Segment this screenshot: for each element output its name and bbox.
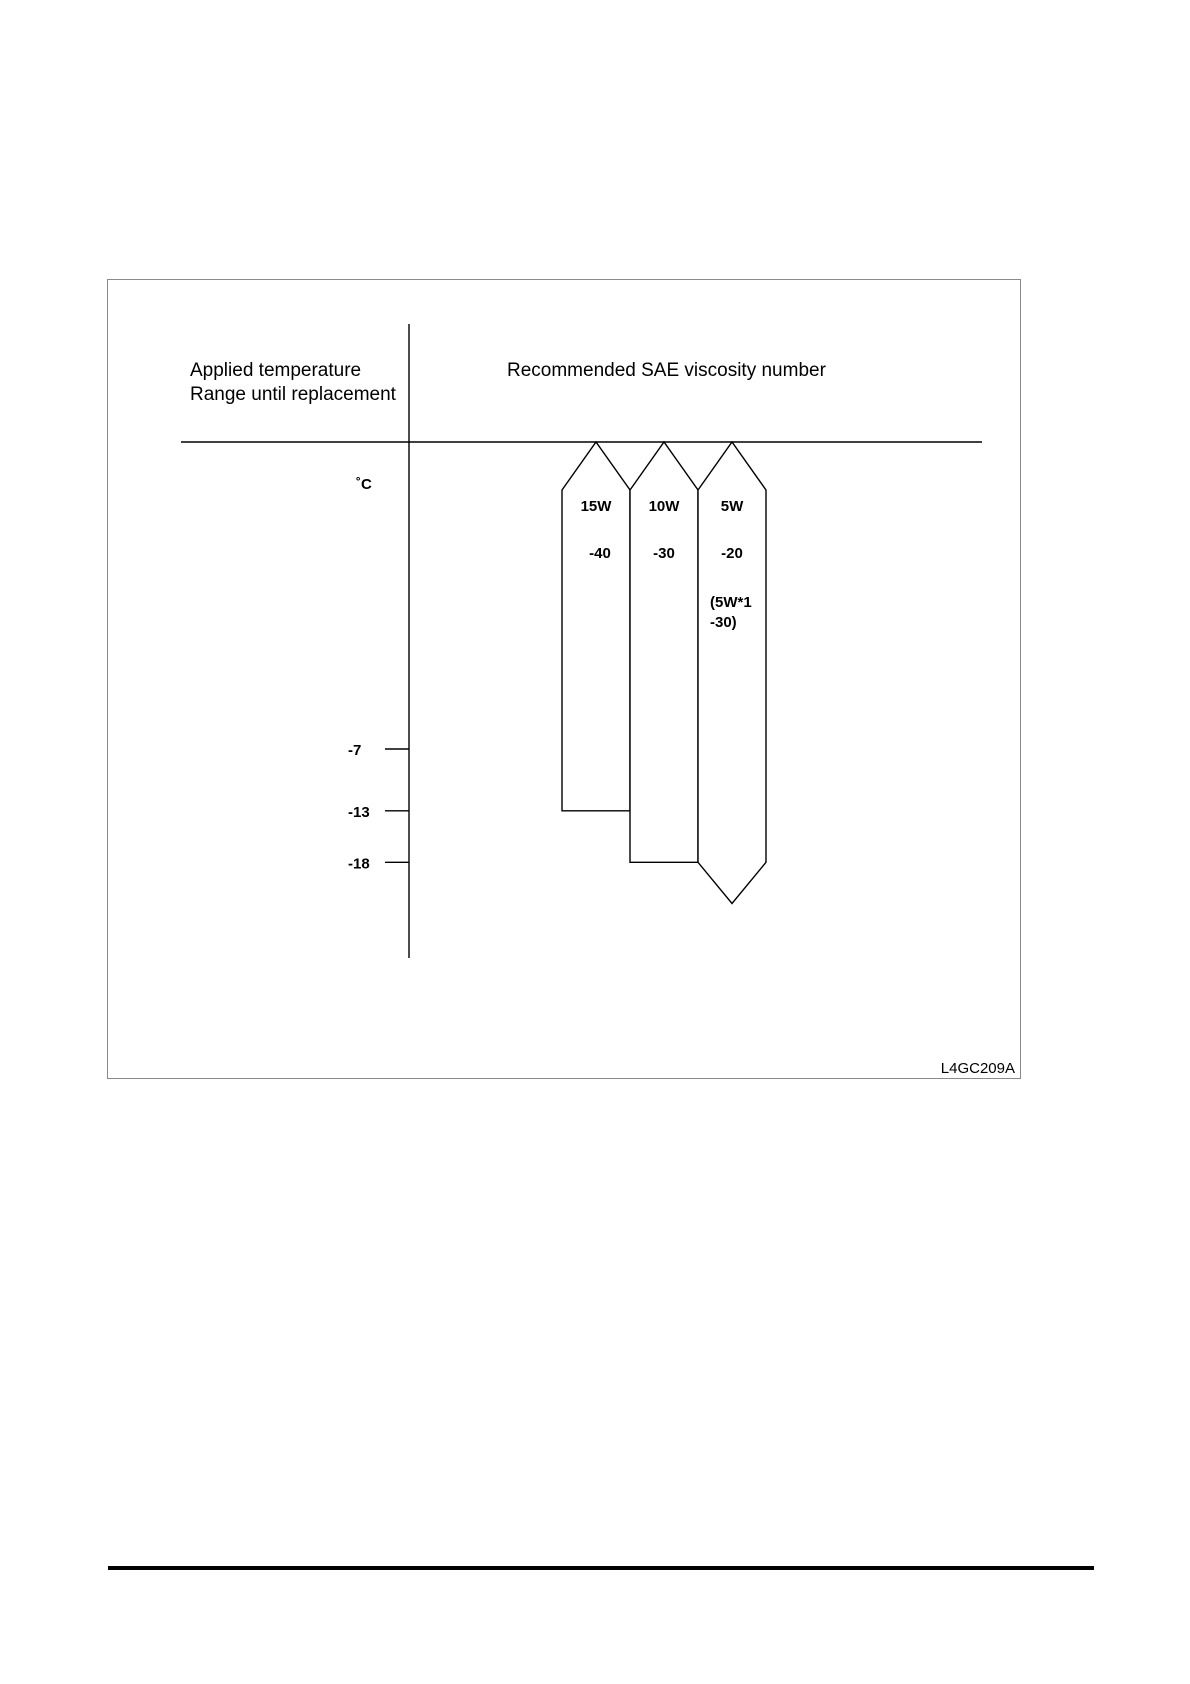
header-left-line-2: Range until replacement [190, 384, 396, 405]
y-ticks [348, 742, 409, 872]
bar-label: 15W [580, 498, 612, 515]
bar-label: 10W [648, 498, 680, 515]
viscosity-chart [108, 280, 1022, 1080]
bar-label: -30 [653, 545, 675, 562]
viscosity-bars [562, 442, 766, 904]
figure-id: L4GC209A [940, 1060, 1015, 1077]
header-right-title: Recommended SAE viscosity number [507, 360, 826, 381]
bar-label: 5W [720, 498, 744, 515]
y-tick-label: -7 [348, 742, 362, 759]
bar-label: -30) [710, 614, 737, 631]
bar-label: (5W*1 [710, 594, 752, 611]
bar-label: -20 [721, 545, 743, 562]
y-tick-label: -18 [348, 855, 370, 873]
figure-frame [107, 279, 1021, 1079]
y-tick-label: -13 [348, 803, 370, 821]
footer-rule [108, 1566, 1094, 1570]
unit-label: ˚C [356, 476, 372, 493]
bar-label: -40 [589, 545, 611, 562]
header-left-line-1: Applied temperature [190, 360, 362, 381]
